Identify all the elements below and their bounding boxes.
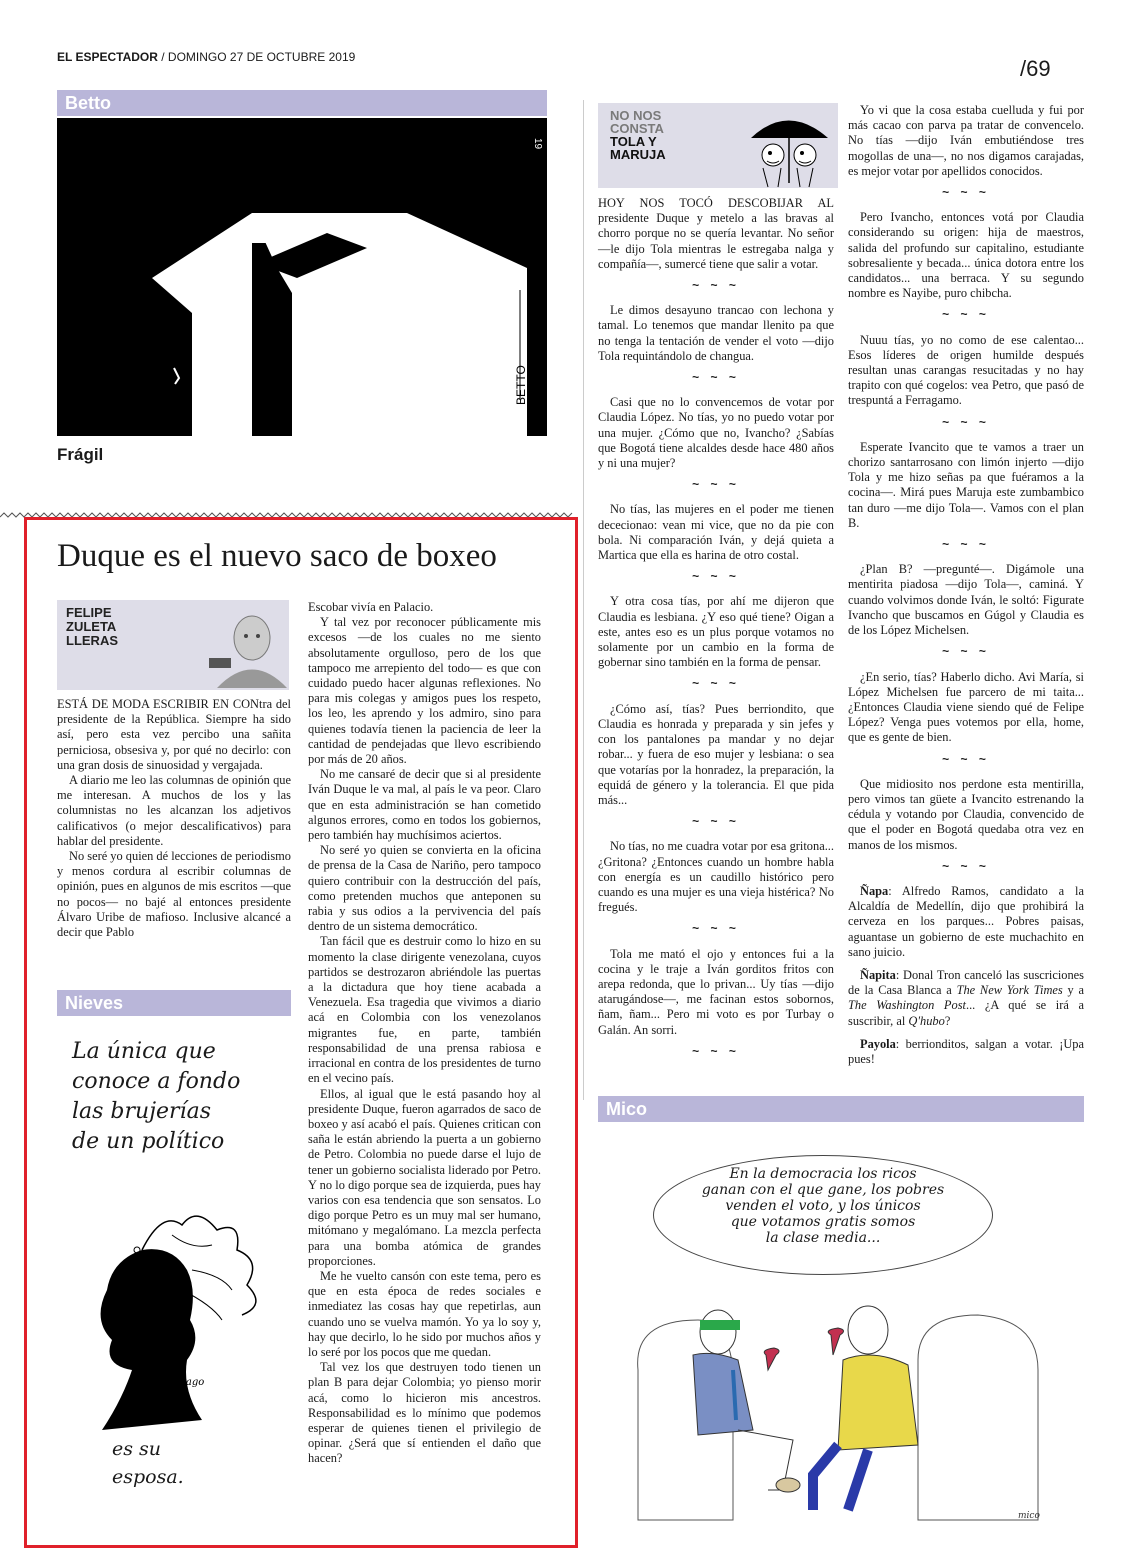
nieves-cartoon xyxy=(57,1025,297,1525)
napita-text: : Donal Tron canceló las suscriciones de la Casa Blanca a xyxy=(848,967,1084,998)
betto-caption: Frágil xyxy=(57,445,104,464)
payola-paragraph xyxy=(848,1037,1084,1067)
tola-separator: ~ ~ ~ xyxy=(692,1043,740,1058)
nieves-line: es su xyxy=(112,1438,162,1460)
svg-text:BETTO: BETTO xyxy=(514,365,528,405)
nieves-section-title: Nieves xyxy=(65,993,124,1013)
author-photo xyxy=(207,606,287,688)
svg-text:19: 19 xyxy=(532,138,543,150)
tola-paragraph: ¿Plan B? —pregunté—. Digámole una mentirita piadosa —dijo Tola—, caminá. Y cuando volvimos donde Iván, le soltó: Figurate Ivancho que buscamos en Gúgol y Claudia es de los López Michelsen. xyxy=(848,562,1084,638)
tola-separator: ~ ~ ~ xyxy=(692,814,740,829)
mico-bubble-line: que votamos gratis somos xyxy=(730,1214,916,1230)
tola-logo-line: NO NOS xyxy=(610,108,662,123)
two-ladies-umbrella-illustration xyxy=(743,103,838,188)
article-column-1 xyxy=(57,697,291,940)
mico-bubble-line: ganan con el que gane, los pobres xyxy=(701,1182,945,1198)
mico-speech-bubble xyxy=(653,1155,993,1275)
betto-cartoon xyxy=(57,118,547,436)
nieves-section-bar xyxy=(57,990,291,1016)
tola-logo-line: MARUJA xyxy=(610,147,666,162)
svg-text:mico: mico xyxy=(1018,1511,1040,1521)
article-paragraph: No seré yo quien se convierta en la oficina de prensa de la Casa de Nariño, pero tampoco quiero contribuir con la destrucción del país, como pretenden muchos que anteponen su rabia y sus odios a la pervivencia del país dentro de un sistema democrático. xyxy=(308,843,541,934)
tola-paragraph: Le dimos desayuno trancao con lechona y tamal. Lo tenemos que mandar llenito pa que no tenga la tentación de vender el voto —dijo Tola requintándolo de changua. xyxy=(598,303,834,363)
napita-text: y a xyxy=(1062,983,1084,998)
mico-section-title: Mico xyxy=(606,1099,648,1119)
nieves-line: La única que xyxy=(72,1039,216,1064)
author-name-line: LLERAS xyxy=(66,633,118,648)
tola-paragraph: Esperate Ivancito que te vamos a traer un chorizo santarrosano con limón injerto —dijo Tola y me hizo señas pa que fuéramos a la cocina—. Mirá pues Maruja este zumbambico tan duro —me dijo Tola—. Vamos con el plan B. xyxy=(848,439,1084,530)
tola-paragraph: No tías, las mujeres en el poder me tienen dececionao: vean mi vice, que no da pie con bola. Ni comparación Iván, y dejá quieta a Martica que ella es harina de otro costal. xyxy=(598,502,834,563)
nieves-text-bottom xyxy=(112,1435,184,1491)
author-portrait-illustration xyxy=(207,606,287,688)
betto-signature-mark xyxy=(505,280,535,430)
woman-silhouette-illustration xyxy=(72,1190,282,1430)
tola-separator: ~ ~ ~ xyxy=(942,307,990,322)
tola-paragraph: HOY NOS TOCÓ DESCOBIJAR AL presidente Duque y metelo a las bravas al chorro porque no se quería levantar. No señor —le dijo Tola mientras le estregaba nalga y compañía—, sumercé tiene que salir a votar. xyxy=(598,196,834,271)
napa-label: Ñapa xyxy=(860,883,889,898)
napita-italic: The New York Times xyxy=(956,983,1063,998)
tola-separator: ~ ~ ~ xyxy=(692,921,740,936)
tola-separator: ~ ~ ~ xyxy=(942,185,990,200)
article-paragraph: Me he vuelto cansón con este tema, pero es que en esta época de redes sociales e inmediatez las cosas hay que repetirlas, aun cuando uno se vuelva mamón. Yo ya lo soy y, hay que decirlo, lo he sido por muchos años y lo seré por los pocos que me quedan. xyxy=(308,1268,541,1359)
tola-separator: ~ ~ ~ xyxy=(942,537,990,552)
article-paragraph: Tan fácil que es destruir como lo hizo en su momento la clase dirigente venezolana, cuyos partidos se destrozaron abriéndole las puertas a la dictadura que hoy tiene acabada a Venezuela. Esa tragedia que vivimos a diario acá en Colombia con los venezolanos migrantes fue, en parte, también responsabilidad de una prensa rabiosa e irracional en contra de los presidentes de turno en el vecino país. xyxy=(308,934,541,1086)
mico-bubble-line: la clase media... xyxy=(765,1230,881,1246)
napa-paragraph xyxy=(848,884,1084,960)
tola-logo-line: CONSTA xyxy=(610,121,664,136)
betto-section-bar xyxy=(57,90,547,116)
payola-text: : berrionditos, salgan a votar. ¡Upa pues! xyxy=(848,1036,1084,1066)
mico-cartoon xyxy=(598,1130,1084,1530)
author-name-line: ZULETA xyxy=(66,619,117,634)
tola-separator: ~ ~ ~ xyxy=(692,370,740,385)
page-number: /69 xyxy=(1020,56,1051,81)
betto-signature xyxy=(505,280,535,430)
article-paragraph: No seré yo quien dé lecciones de periodismo y menos cordura al escribir columnas de opinión, pues en algunos de mis escritos —que no pocos— no bajé al entonces presidente Álvaro Uribe de mafioso. Inclusive alcancé a decir que Pablo xyxy=(57,849,291,940)
tola-separator: ~ ~ ~ xyxy=(692,477,740,492)
betto-section-title: Betto xyxy=(65,93,111,113)
page-header xyxy=(57,50,355,64)
tola-paragraph: ¿En serio, tías? Haberlo dicho. Avi María, si López Michelsen fue parcero de mi taita... ¿Entonces Claudia viene siendo qué de Felipe López? Venga pues votemos por ella, home, que es gente de bien. xyxy=(848,669,1084,745)
tola-paragraph: Nuuu tías, yo no como de ese calentao... Esos líderes de origen humilde después resultan unas carangas resucitadas y no hay trapito con qué cogelos: vea Petro, que pasó de trespuntá a Ferragamo. xyxy=(848,332,1084,408)
article-title: Duque es el nuevo saco de boxeo xyxy=(57,538,497,574)
article-paragraph: ESTÁ DE MODA ESCRIBIR EN CONtra del presidente de la República. Siempre ha sido así, pero esta vez percibo una sañita perniciosa, obsesiva y, por qué no decirlo: con una gran dosis de sinuosidad y vergajada. xyxy=(57,697,291,772)
payola-label: Payola xyxy=(860,1036,896,1051)
article-paragraph: Y tal vez por reconocer públicamente mis excesos —de los cuales no me siento absolutamente orgulloso, pero de los que tampoco me arrepiento del todo— es que con cuidado puedo hacer algunas reflexiones. No para mis colegas y amigos pues los respeto, los leo, les aprendo y los admiro, sino para quienes todavía tienen la paciencia de leer la cantidad de pendejadas que llevo escribiendo por más de 20 años. xyxy=(308,615,541,767)
ballot-box-illustration xyxy=(57,118,547,436)
tola-separator: ~ ~ ~ xyxy=(692,676,740,691)
article-column-2 xyxy=(308,600,541,1467)
nieves-text-top xyxy=(72,1037,240,1157)
tola-separator: ~ ~ ~ xyxy=(942,858,990,873)
article-paragraph: Ellos, al igual que le está pasando hoy al presidente Duque, fueron agarrados de saco de boxeo y así acabó el país. Quienes critican con saña le están abriendo la puerta a un gobierno de Petro. Colombia no puede darse el lujo de tener un gobierno socialista liderado por Petro. Y no lo digo porque sea de izquierda, pues hay varios con esa tendencia que son sensatos. Lo digo porque Petro es un muy mal ser humano, mitómano y megalómano. La mezcla perfecta para una bomba atómica de grandes proporciones. xyxy=(308,1086,541,1268)
tola-separator: ~ ~ ~ xyxy=(942,414,990,429)
napa-text: : Alfredo Ramos, candidato a la Alcaldía de Medellín, dijo que prohibirá la cerveza en los parques... Pobres paisas, aguantase un gobierno de este muchachito en sano juicio. xyxy=(848,883,1084,959)
publication-date: / DOMINGO 27 DE OCTUBRE 2019 xyxy=(161,50,356,64)
tola-separator: ~ ~ ~ xyxy=(942,751,990,766)
nieves-line: de un político xyxy=(72,1129,225,1154)
author-block xyxy=(57,600,289,690)
tola-paragraph: Que midiosito nos perdone esta mentirilla, pero vimos tan güete a Ivancito estrenando la cédula y votando por Claudia, convencido de que el poder en Bogotá quedaba otra vez en manos de los mismos. xyxy=(848,776,1084,852)
tola-paragraph: Pero Ivancho, entonces votá por Claudia considerando su origen: hija de maestros, salida del profundo sur capitalino, estudiante sobresaliente y becada... única dotora entre los candidatos... una berraca. Y su segundo nombre es Nayibe, puro chibcha. xyxy=(848,210,1084,301)
tola-paragraph: No tías, no me cuadra votar por esa gritona... ¿Gritona? ¿Entonces cuando un hombre habla con energía es un caudillo histórico pero cuando es una mujer es una vieja histérica? No fregués. xyxy=(598,839,834,915)
mico-bubble-line: venden el voto, y los únicos xyxy=(725,1198,921,1214)
napita-italic: Q'hubo xyxy=(908,1013,945,1028)
broken-wine-glass-icon xyxy=(165,363,190,424)
nieves-line: las brujerías xyxy=(72,1099,212,1124)
nieves-line: esposa. xyxy=(112,1466,184,1488)
napita-paragraph xyxy=(848,968,1084,1029)
publication-name: EL ESPECTADOR xyxy=(57,50,158,64)
tola-paragraph: Casi que no lo convencemos de votar por Claudia López. No tías, yo no puedo votar por una mujer. ¿Cómo que no, Ivancho? ¿Sabías que Bogotá tiene alcaldes desde hace 480 años y ni una mujer? xyxy=(598,395,834,471)
tola-column-2 xyxy=(848,103,1084,1067)
napita-text: ... ¿A qué se irá a suscribir, al xyxy=(848,998,1085,1028)
column-divider xyxy=(583,100,584,1100)
napita-italic: The Washington Post xyxy=(848,998,966,1013)
article-paragraph: Escobar vivía en Palacio. xyxy=(308,600,434,614)
svg-text:e. Lago: e. Lago xyxy=(167,1377,205,1388)
tola-paragraph: Tola me mató el ojo y entonces fui a la cocina y le traje a Iván gorditos fritos con arepa redonda, que lo privan... Uy tías —dijo atarugándose—, me facinan estos sobornos, ñam, ñam... Pero mi voto es por Turbay o Galán. An sorri. xyxy=(598,946,834,1037)
napita-label: Ñapita xyxy=(860,967,896,982)
article-paragraph: No me cansaré de decir que si al presidente Iván Duque le va mal, al país le va peor. Claro que en esta administración se han cometido algunos errores, como en todos los gobiernos, pero también hay muchísimos aciertos. xyxy=(308,767,541,843)
article-paragraph: A diario me leo las columnas de opinión que me interesan. A muchos de los y las columnistas no les alcanzan los adjetivos calificativos (o mejor descalificativos) para hablar del presidente. xyxy=(57,773,291,848)
tola-separator: ~ ~ ~ xyxy=(692,569,740,584)
author-name-line: FELIPE xyxy=(66,605,112,620)
mico-bubble-line: En la democracia los ricos xyxy=(729,1166,917,1182)
tola-column-1 xyxy=(598,196,834,1069)
nieves-line: conoce a fondo xyxy=(72,1069,241,1094)
tola-separator: ~ ~ ~ xyxy=(692,278,740,293)
tola-separator: ~ ~ ~ xyxy=(942,644,990,659)
two-men-drinking-illustration xyxy=(618,1260,1078,1530)
tola-maruja-logo xyxy=(598,103,838,188)
napita-text: ? xyxy=(944,1013,951,1028)
tola-paragraph: Y otra cosa tías, por ahí me dijeron que Claudia es lesbiana. ¿Y eso qué tiene? Oigan a este, antes eso es un plus porque votamos no solamente por un cambio en la forma de gobernar sino también en la forma de pensar. xyxy=(598,594,834,670)
tola-logo-line: TOLA Y xyxy=(610,134,657,149)
mico-section-bar xyxy=(598,1096,1084,1122)
tola-logo-text xyxy=(610,109,666,161)
article-paragraph: Tal vez los que destruyen todo tienen un plan B para dejar Colombia; yo pienso morir acá, como lo hicieron mis ancestros. Responsabilidad es lo mínimo que podemos esperar de quienes tienen el privilegio de opinar. ¿Será que sí entienden el daño que hacen? xyxy=(308,1360,541,1466)
author-name xyxy=(66,606,118,648)
zigzag-divider xyxy=(0,506,575,514)
tola-paragraph: ¿Cómo así, tías? Pues berriondito, que Claudia es honrada y preparada y sin jefes y con los pantalones pa mandar y no dejar robar... y fuera de eso mujer y lesbiana: o sea que votarías por la honradez, la preparación, la equidá de género y la tolerancia. El que pida más... xyxy=(598,701,834,807)
tola-paragraph: Yo vi que la cosa estaba cuelluda y fui por más cacao con parva pa tratar de convencelo. No tías —dijo Iván embutiéndose tres mogollas de una—, no nos digamos carajadas, es mejor votar por apellidos conocidos. xyxy=(848,103,1084,178)
